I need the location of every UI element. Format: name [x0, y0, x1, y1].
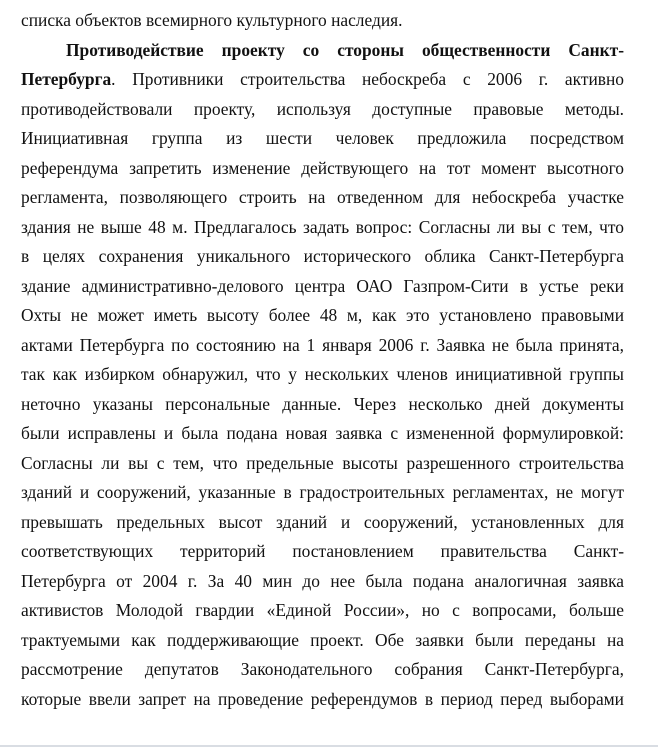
- text-line: актами Петербурга по состоянию на 1 января 2006 г. Заявка не была принята,: [21, 334, 624, 355]
- text-line: в целях сохранения уникального исторического облика Санкт-Петербурга: [21, 246, 624, 266]
- text-line: соответствующих территорий постановлением правительства Санкт-: [21, 541, 624, 561]
- paragraph-heading-continuation: Петербурга: [21, 69, 112, 89]
- text-line: рассмотрение депутатов Законодательного собрания Санкт-Петербурга,: [21, 659, 624, 679]
- text-line: регламента, позволяющего строить на отведенном для небоскреба участке: [21, 187, 624, 207]
- text-fragment: . Противники строительства небоскреба с 2006 г. активно: [111, 69, 624, 89]
- text-line: противодействовали проекту, используя доступные правовые методы.: [21, 98, 624, 119]
- paragraph-heading: Противодействие проекту со стороны общественности Санкт-: [66, 39, 624, 60]
- text-line: зданий и сооружений, указанные в градостроительных регламентах, не могут: [21, 482, 624, 502]
- text-line: трактуемыми как поддерживающие проект. Обе заявки были переданы на: [21, 629, 624, 650]
- text-line: неточно указаны персональные данные. Через несколько дней документы: [21, 393, 624, 414]
- text-line: Охты не может иметь высоту более 48 м, как это установлено правовыми: [21, 305, 624, 325]
- text-line: так как избирком обнаружил, что у нескольких членов инициативной группы: [21, 364, 624, 384]
- document-body: [21, 6, 624, 714]
- text-line: которые ввели запрет на проведение референдумов в период перед выборами: [21, 688, 624, 709]
- text-line: списка объектов всемирного культурного наследия.: [21, 10, 403, 30]
- text-line: были исправлены и была подана новая заявка с измененной формулировкой:: [21, 423, 624, 443]
- text-line: здания не выше 48 м. Предлагалось задать вопрос: Согласны ли вы с тем, что: [21, 216, 624, 237]
- text-line: Инициативная группа из шести человек предложила посредством: [21, 128, 624, 148]
- text-line: превышать предельных высот зданий и сооружений, установленных для: [21, 511, 624, 532]
- text-line: здание административно-делового центра ОАО Газпром-Сити в устье реки: [21, 275, 624, 296]
- text-line: активистов Молодой гвардии «Единой России», но с вопросами, больше: [21, 600, 624, 620]
- paragraph-heading-continuation-line: [21, 65, 624, 95]
- text-line: референдума запретить изменение действующего на тот момент высотного: [21, 157, 624, 178]
- text-line: Согласны ли вы с тем, что предельные высоты разрешенного строительства: [21, 452, 624, 473]
- text-line: Петербурга от 2004 г. За 40 мин до нее была подана аналогичная заявка: [21, 570, 624, 591]
- paragraph-heading-line: [21, 36, 624, 66]
